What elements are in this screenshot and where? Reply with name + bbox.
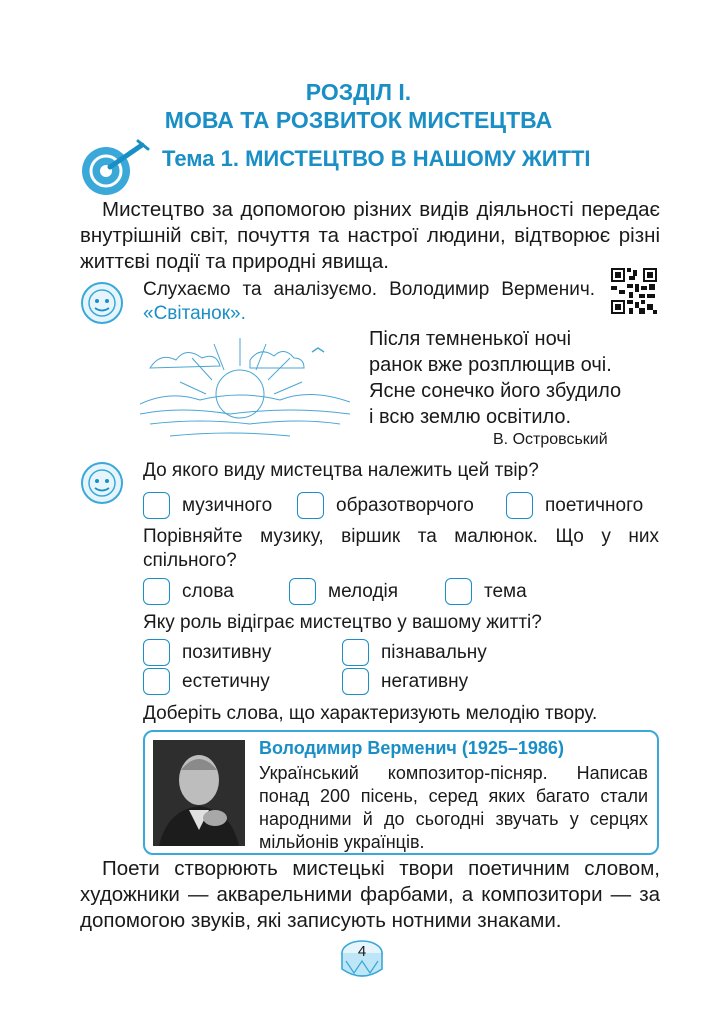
- option-label: образотворчого: [336, 494, 474, 516]
- listen-instruction: [143, 278, 595, 326]
- poem-line: Ясне сонечко його збудило: [369, 380, 622, 402]
- option-label: естетичну: [182, 670, 270, 692]
- section-title: [0, 78, 717, 134]
- option-negative[interactable]: [342, 668, 468, 695]
- listen-text: Слухаємо та аналізуємо. Володимир Верменич.: [143, 279, 595, 300]
- checkbox[interactable]: [506, 492, 533, 519]
- sunrise-illustration: [140, 332, 350, 444]
- checkbox[interactable]: [143, 639, 170, 666]
- question-1: До якого виду мистецтва належить цей твір?: [143, 460, 539, 481]
- checkbox[interactable]: [342, 668, 369, 695]
- question-4: Доберіть слова, що характеризують мелодію твору.: [143, 703, 598, 724]
- option-poetic[interactable]: [506, 492, 643, 519]
- option-cognitive[interactable]: [342, 639, 487, 666]
- option-label: поетичного: [545, 494, 644, 516]
- checkbox[interactable]: [445, 578, 472, 605]
- intro-paragraph: Мистецтво за допомогою різних видів діяльності передає внутрішній світ, почуття та настрої людини, відтворює різні життєві події та природні явища.: [80, 198, 660, 273]
- section-line-2: МОВА ТА РОЗВИТОК МИСТЕЦТВА: [164, 107, 553, 133]
- song-title: «Світанок».: [143, 303, 246, 324]
- section-line-1: РОЗДІЛ І.: [305, 79, 412, 105]
- guitar-icon: [80, 137, 150, 197]
- checkbox[interactable]: [297, 492, 324, 519]
- option-label: негативну: [381, 670, 469, 692]
- option-label: пізнавальну: [381, 641, 487, 663]
- theme-title: Тема 1. МИСТЕЦТВО В НАШОМУ ЖИТТІ: [162, 146, 591, 171]
- poem-author: В. Островський: [493, 431, 608, 448]
- question-3: Яку роль відіграє мистецтво у вашому житті?: [143, 612, 542, 633]
- page-number: 4: [357, 943, 367, 960]
- option-label: мелодія: [328, 580, 399, 602]
- outro-paragraph: Поети створюють мистецькі твори поетичним словом, художники — акварельними фарбами, а композитори — за допомогою звуків, які записують нотними знаками.: [80, 857, 660, 932]
- option-aesthetic[interactable]: [143, 668, 270, 695]
- poem-line: ранок вже розплющив очі.: [369, 354, 612, 376]
- poem-line: і всю землю освітило.: [369, 406, 572, 428]
- question-icon: [80, 461, 124, 505]
- option-visual[interactable]: [297, 492, 474, 519]
- option-label: тема: [484, 580, 527, 602]
- poem: [369, 326, 621, 430]
- option-words[interactable]: [143, 578, 234, 605]
- checkbox[interactable]: [143, 492, 170, 519]
- composer-name: Володимир Верменич (1925–1986): [259, 738, 564, 758]
- checkbox[interactable]: [143, 668, 170, 695]
- option-label: слова: [182, 580, 234, 602]
- poem-line: Після темненької ночі: [369, 328, 572, 350]
- option-theme[interactable]: [445, 578, 527, 605]
- checkbox[interactable]: [289, 578, 316, 605]
- composer-bio: Український композитор-пісняр. Написав понад 200 пісень, серед яких багато стали народними й до сьогодні звучать у серцях мільйонів українців.: [259, 763, 648, 852]
- option-positive[interactable]: [143, 639, 271, 666]
- checkbox[interactable]: [342, 639, 369, 666]
- checkbox[interactable]: [143, 578, 170, 605]
- option-label: позитивну: [182, 641, 272, 663]
- page-number-badge: [337, 935, 387, 985]
- option-melody[interactable]: [289, 578, 398, 605]
- listen-icon: [80, 281, 124, 325]
- biography-card: [143, 730, 659, 855]
- question-2: Порівняйте музику, віршик та малюнок. Що у них спільного?: [143, 526, 659, 571]
- composer-portrait: [153, 740, 245, 846]
- qr-code-icon: [611, 268, 657, 314]
- option-musical[interactable]: [143, 492, 272, 519]
- option-label: музичного: [182, 494, 273, 516]
